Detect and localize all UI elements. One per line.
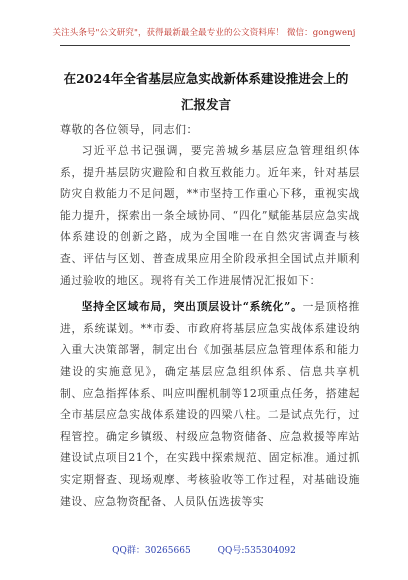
body-paragraph-1: 习近平总书记强调，要完善城乡基层应急管理组织体系，提升基层防灾避险和自救互救能力。近年来，针对基层防灾自救能力不足问题，**市坚持工作重心下移，重视实战能力提升，探索出一条全域协同、“四化”赋能基层应急实战体系建设的创新之路，成为全国唯一在自然灾害调查与核查、评估与区划、普查成果应用全阶段承担全国试点并顺利通过验收的地区。现将有关工作进展情况汇报如下：: [60, 144, 360, 287]
document-body: [60, 140, 360, 517]
paragraph-2-text: 一是顶格推进，系统谋划。**市委、市政府将基层应急实战体系建设纳入重大决策部署，制定出台《加强基层应急管理体系和能力建设的实施意见》，确定基层应急组织体系、信息共享机制、应急指挥体系、叫应叫醒机制等12项重点任务，搭建起全市基层应急实战体系建设的四梁八柱。二是试点先行，过程管控。确定乡镇级、村级应急物资储备、应急救援等库站建设试点项目21个，在实践中探索规范、固定标准。通过抓实定期督查、现场观摩、考核验收等工作过程，对基础设施建设、应急物资配备、人员队伍选拔等实: [60, 300, 361, 508]
header-divider: [60, 45, 350, 46]
paragraph-2-lead: 坚持全区域布局，突出顶层设计“系统化”。: [81, 300, 303, 314]
salutation: 尊敬的各位领导，同志们：: [60, 123, 198, 136]
footer-qq-group: QQ群：30265665: [112, 546, 191, 556]
body-paragraph-2: [60, 296, 360, 512]
footer-qq-number: QQ号:535304092: [217, 546, 296, 556]
document-title: 在2024年全省基层应急实战新体系建设推进会上的汇报发言: [63, 71, 349, 112]
header-promo-note: 关注头条号"公文研究"，获得最新最全最专业的公文资料库！ 微信：gongwenj: [52, 28, 356, 38]
footer-contact: [0, 543, 408, 556]
